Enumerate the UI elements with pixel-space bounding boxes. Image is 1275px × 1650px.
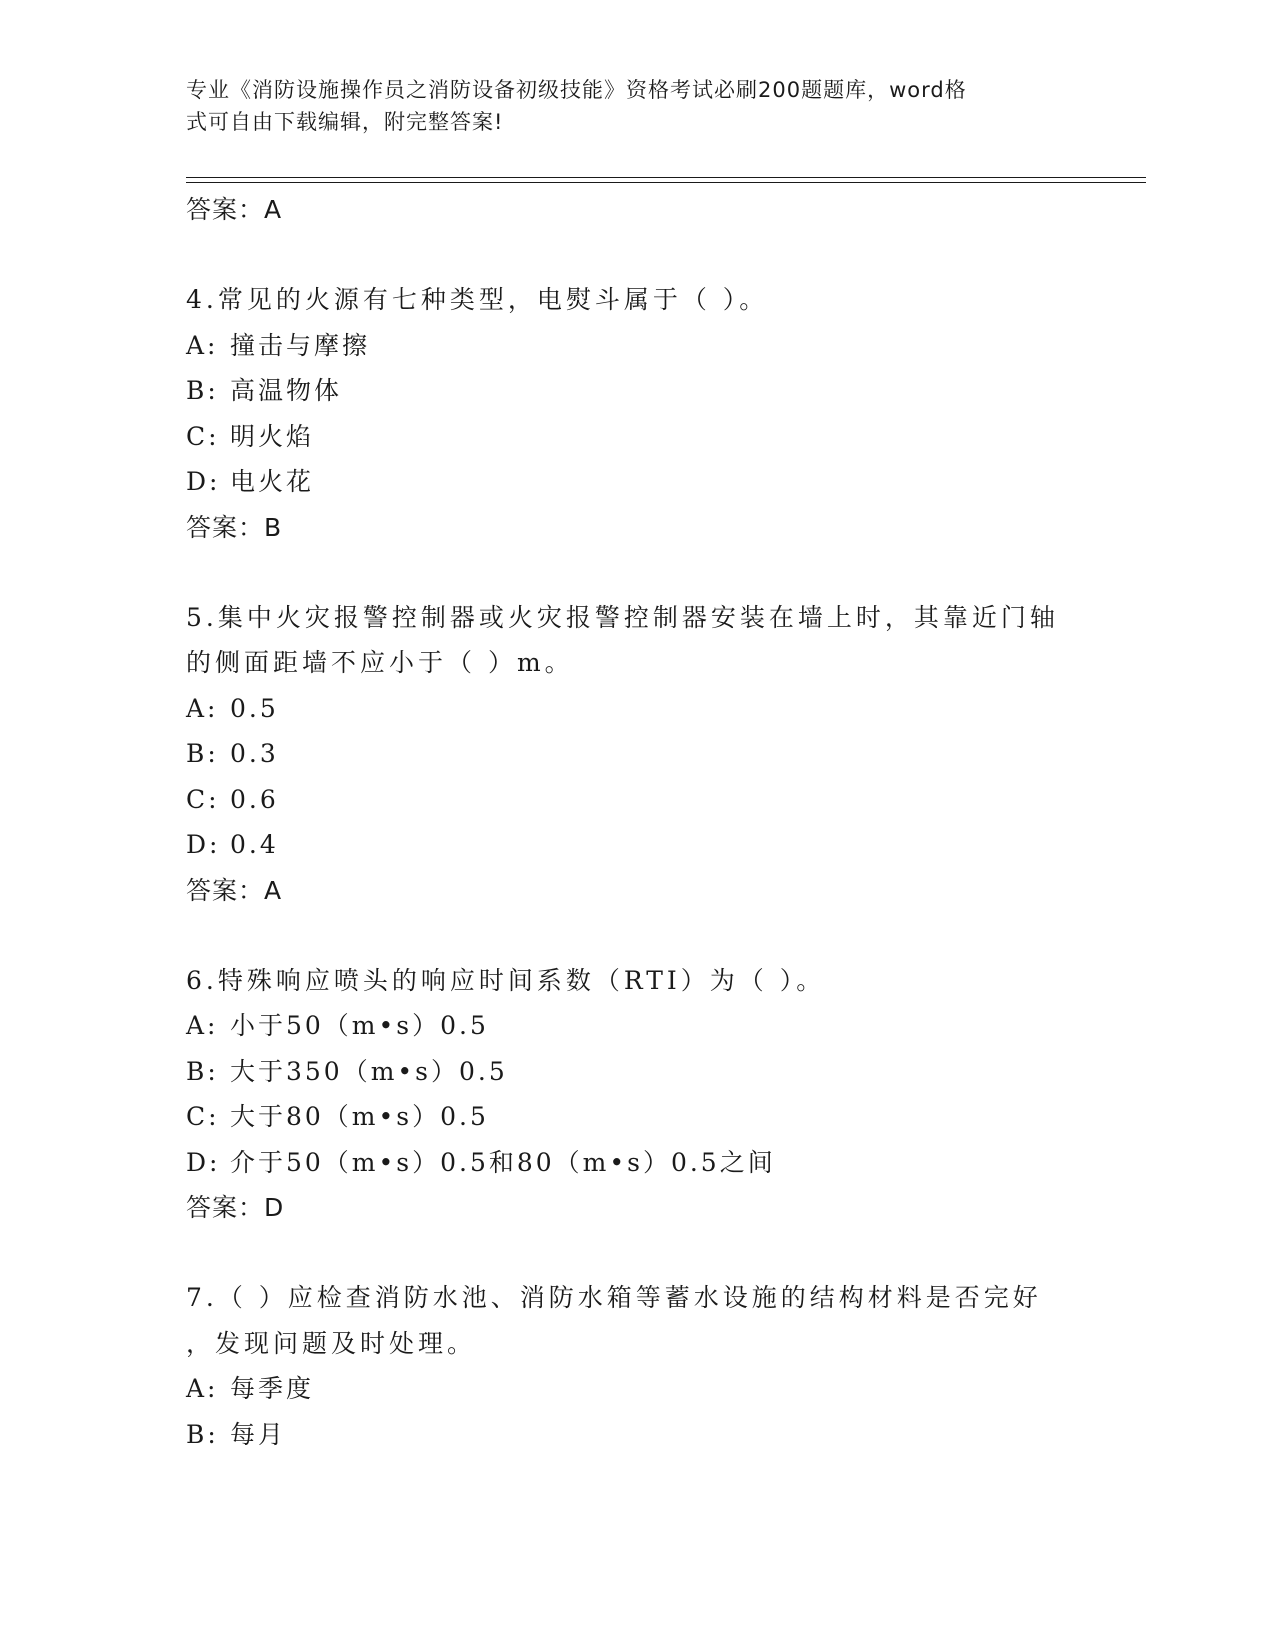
option-key: D:	[186, 830, 221, 859]
option-text: 0.3	[230, 739, 279, 768]
option-d	[186, 822, 1086, 868]
question-text: 4.常见的火源有七种类型，电熨斗属于（ ）。	[186, 285, 769, 314]
option-b	[186, 368, 1086, 414]
option-c	[186, 414, 1086, 460]
option-b	[186, 731, 1086, 777]
option-text: 撞击与摩擦	[230, 330, 371, 360]
option-key: A:	[186, 330, 219, 360]
option-a	[186, 323, 1086, 369]
header-divider-bottom	[186, 182, 1146, 183]
option-text: 介于50（m•s）0.5和80（m•s）0.5之间	[230, 1147, 776, 1177]
option-text: 每季度	[230, 1374, 315, 1403]
option-key: B:	[186, 1419, 219, 1449]
header-line-1: 专业《消防设施操作员之消防设备初级技能》资格考试必刷200题题库，word格	[186, 78, 967, 102]
option-text: 0.4	[230, 830, 279, 859]
option-key: A:	[186, 1011, 219, 1040]
option-d	[186, 459, 1086, 505]
answer-line: 答案：B	[186, 512, 283, 542]
question-text: 7.（ ）应检查消防水池、消防水箱等蓄水设施的结构材料是否完好	[186, 1283, 1042, 1312]
option-key: C:	[186, 1102, 220, 1131]
option-a	[186, 1003, 1086, 1049]
answer-line: 答案：D	[186, 1193, 285, 1222]
option-key: D:	[186, 1147, 221, 1177]
option-key: B:	[186, 739, 219, 768]
option-a	[186, 686, 1086, 732]
option-text: 小于50（m•s）0.5	[230, 1011, 489, 1040]
option-text: 高温物体	[230, 376, 343, 405]
question-6	[186, 958, 1086, 1232]
option-a	[186, 1366, 1086, 1412]
question-list	[186, 187, 1086, 1457]
answer-line: 答案：A	[186, 195, 283, 224]
document-header	[186, 74, 1066, 138]
question-text-continued: 的侧面距墙不应小于（ ）m。	[186, 648, 574, 677]
option-key: A:	[186, 693, 219, 723]
option-c	[186, 1094, 1086, 1140]
answer-line: 答案：A	[186, 875, 283, 905]
option-text: 0.5	[230, 693, 279, 723]
header-line-2: 式可自由下载编辑，附完整答案!	[186, 110, 504, 134]
option-text: 大于80（m•s）0.5	[230, 1102, 489, 1131]
option-c	[186, 777, 1086, 823]
question-text: 6.特殊响应喷头的响应时间系数（RTI）为（ ）。	[186, 965, 826, 995]
option-key: A:	[186, 1374, 219, 1403]
option-key: B:	[186, 1056, 219, 1086]
option-b	[186, 1049, 1086, 1095]
question-text: 5.集中火灾报警控制器或火灾报警控制器安装在墙上时，其靠近门轴	[186, 602, 1059, 632]
question-5	[186, 595, 1086, 914]
option-text: 电火花	[230, 467, 315, 496]
option-text: 大于350（m•s）0.5	[230, 1056, 508, 1086]
question-text-continued: ，发现问题及时处理。	[186, 1328, 477, 1358]
option-d	[186, 1140, 1086, 1186]
option-text: 明火焰	[230, 421, 315, 451]
option-text: 每月	[230, 1419, 287, 1449]
option-text: 0.6	[230, 784, 279, 814]
option-key: B:	[186, 376, 219, 405]
header-divider-top	[186, 177, 1146, 178]
question-4	[186, 277, 1086, 551]
option-b	[186, 1412, 1086, 1458]
option-key: C:	[186, 784, 220, 814]
option-key: D:	[186, 467, 221, 496]
option-key: C:	[186, 421, 220, 451]
question-7	[186, 1275, 1086, 1457]
